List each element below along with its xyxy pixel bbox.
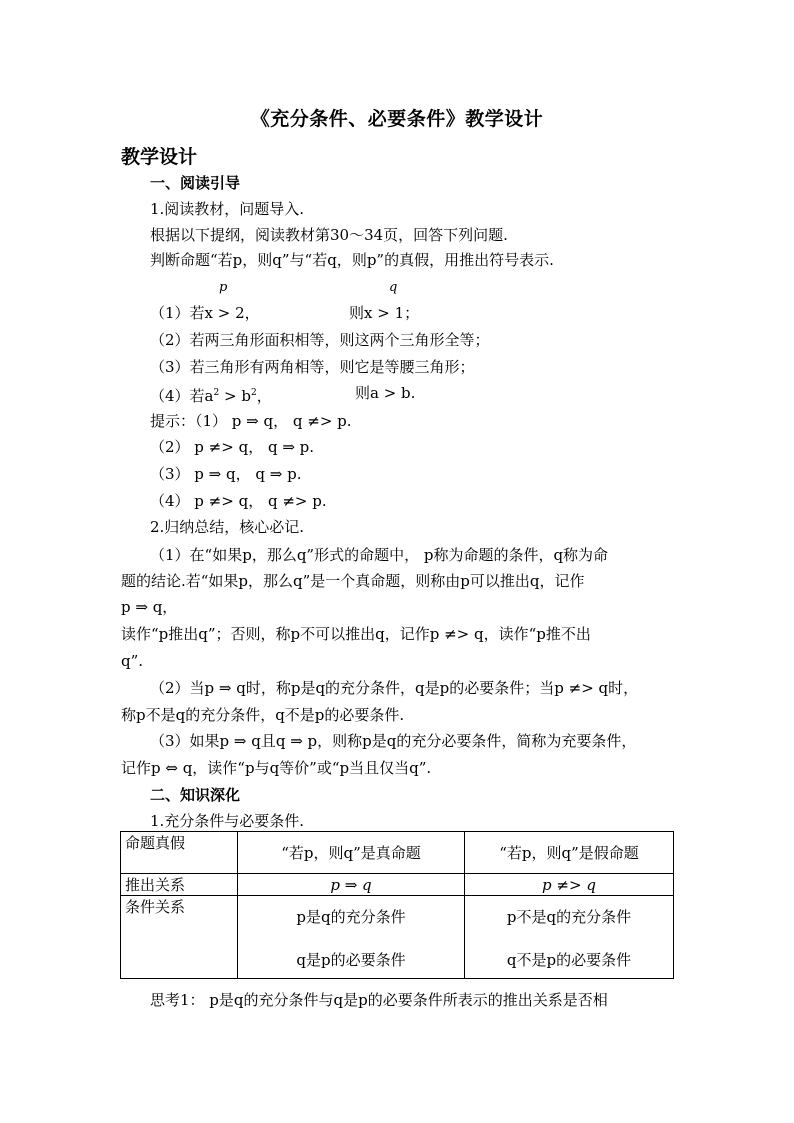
table-cell-line: p是q的充分条件 <box>296 908 406 926</box>
item-1-conclusion: 则x > 1； <box>349 304 420 322</box>
hint-3: （3） p ⇒ q， q ⇒ p. <box>150 465 302 483</box>
text-line: 1.阅读教材，问题导入. <box>150 200 305 218</box>
text-line: 1.充分条件与必要条件. <box>150 812 305 830</box>
item-3: （3）若三角形有两角相等，则它是等腰三角形； <box>150 358 475 376</box>
section-heading-reading: 一、阅读引导 <box>150 174 241 192</box>
paragraph-3-line: 记作p ⇔ q，读作“p与q等价”或“p当且仅当q”. <box>121 759 432 777</box>
paragraph-1-line: p ⇒ q， <box>121 598 178 616</box>
item-2: （2）若两三角形面积相等，则这两个三角形全等； <box>150 331 490 349</box>
table-cell-line: q不是p的必要条件 <box>506 951 632 969</box>
item-1-condition: （1）若x > 2， <box>150 304 260 322</box>
table-cell <box>238 896 465 979</box>
paragraph-1-line: （1）在“如果p，那么q”形式的命题中， p称为命题的条件，q称为命 <box>150 546 609 564</box>
paragraph-1-line: q”. <box>121 652 144 670</box>
column-label-q: q <box>389 280 398 295</box>
document-title: 《充分条件、必要条件》教学设计 <box>250 108 544 130</box>
main-heading: 教学设计 <box>121 146 198 168</box>
item-4-conclusion: 则a > b. <box>355 384 416 402</box>
condition-table <box>120 831 674 979</box>
paragraph-3-line: （3）如果p ⇒ q且q ⇒ p，则称p是q的充分必要条件，简称为充要条件， <box>150 732 637 750</box>
table-cell <box>465 896 674 979</box>
text-line: 2.归纳总结，核心必记. <box>150 518 305 536</box>
paragraph-2-line: （2）当p ⇒ q时，称p是q的充分条件，q是p的必要条件；当p ≠> q时， <box>150 679 639 697</box>
paragraph-2-line: 称p不是q的充分条件，q不是p的必要条件. <box>121 706 405 724</box>
column-label-p: p <box>219 280 228 295</box>
table-cell: p ⇒ q <box>238 874 465 896</box>
table-cell-line: p不是q的充分条件 <box>506 908 632 926</box>
text-line: 根据以下提纲，阅读教材第30～34页，回答下列问题. <box>150 226 508 244</box>
hint-1: 提示：（1） p ⇒ q， q ≠> p. <box>150 412 352 430</box>
table-cell: “若p，则q”是假命题 <box>465 832 674 874</box>
table-cell: 条件关系 <box>121 896 238 979</box>
hint-4: （4） p ≠> q， q ≠> p. <box>150 492 327 510</box>
table-cell: 推出关系 <box>121 874 238 896</box>
paragraph-1-line: 读作“p推出q”；否则，称p不可以推出q，记作p ≠> q，读作“p推不出 <box>121 625 591 643</box>
table-cell: p ≠> q <box>465 874 674 896</box>
section-heading-knowledge: 二、知识深化 <box>150 786 241 804</box>
table-cell: 命题真假 <box>121 832 238 874</box>
hint-2: （2） p ≠> q， q ⇒ p. <box>150 438 315 456</box>
table-cell-line: q是p的必要条件 <box>296 951 406 969</box>
table-cell: “若p，则q”是真命题 <box>238 832 465 874</box>
paragraph-1-line: 题的结论.若“如果p，那么q”是一个真命题，则称由p可以推出q，记作 <box>121 572 585 590</box>
think-question: 思考1： p是q的充分条件与q是p的必要条件所表示的推出关系是否相 <box>150 991 608 1009</box>
item-4-condition: （4）若$a^2 > b^2$， <box>150 387 272 405</box>
text-line: 判断命题“若p，则q”与“若q，则p”的真假，用推出符号表示. <box>150 251 554 269</box>
